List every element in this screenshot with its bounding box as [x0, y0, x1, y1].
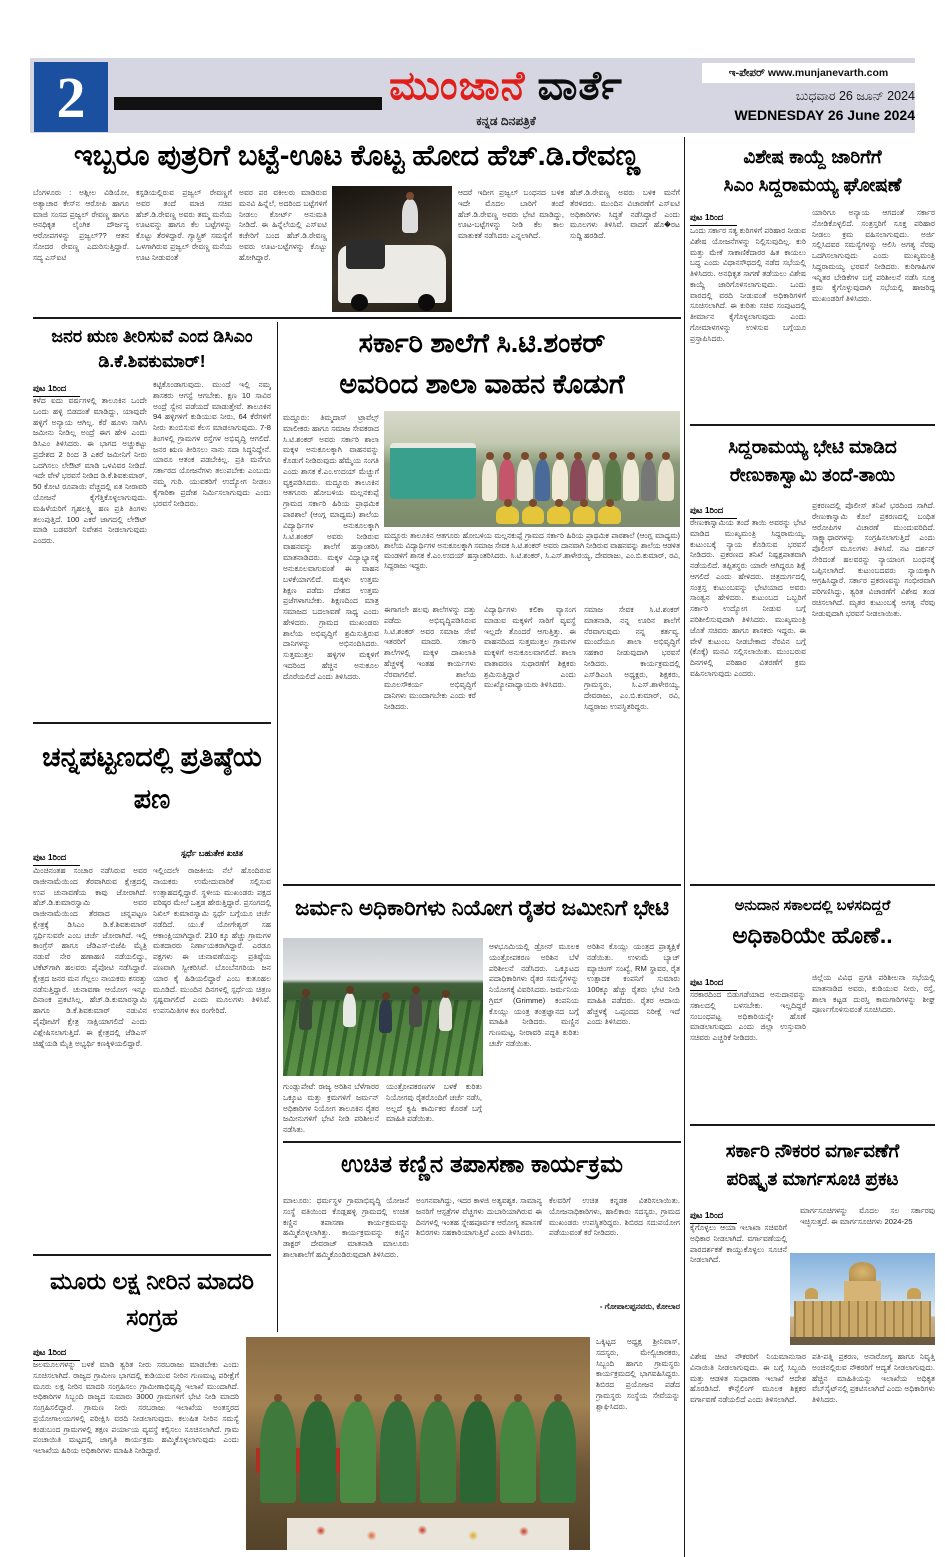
- transfer-photo-vidhana-soudha: [790, 1253, 935, 1345]
- cm-col-2: ಯಾರಿಗೂ ಅನ್ಯಾಯ ಆಗದಂತೆ ಸರ್ಕಾರ ನೋಡಿಕೊಳ್ಳಲಿದೆ. ಸಂತ್ರಸ್ತರಿಗೆ ಸೂಕ್ತ ಪರಿಹಾರ ನೀಡಲು ಕ್ರಮ ವಹಿಸಲಾಗುವುದು. ಅರ್ಜಿ ಸಲ್ಲಿಸಿದವರ ಸಮಸ್ಯೆಗಳನ್ನು ಆಲಿಸಿ ಅಗತ್ಯ ನೆರವು ಒದಗಿಸಲಾಗುವುದು ಎಂದು ಮುಖ್ಯಮಂತ್ರಿ ಸಿದ್ದರಾಮಯ್ಯ ಭರವಸೆ ನೀಡಿದರು. ಕುರಿಗಾಹಿಗಳ ಇನ್ನಿತರ ಬೇಡಿಕೆಗಳ ಬಗ್ಗೆ ಪರಿಶೀಲನೆ ನಡೆಸಿ ಸೂಕ್ತ ಕ್ರಮ ಕೈಗೊಳ್ಳುವುದಾಗಿ ಸಭೆಯಲ್ಲಿ ಹಾಜರಿದ್ದ ಮುಖಂಡರಿಗೆ ತಿಳಿಸಿದರು.: [812, 208, 935, 304]
- channapatna-continued-label: ಪುಟ 1ರಿಂದ: [33, 847, 80, 869]
- official-figure: [343, 993, 356, 1027]
- eyecamp-col-2: ಅಂಗನವಾಗಿದ್ದು, ಇದರ ಕಾಳಜಿ ಅತ್ಯವಶ್ಯಕ. ಸಾಮಾನ್ಯ ಜನರಿಗೆ ಆಸ್ಪತ್ರೆಗಳ ವೆಚ್ಚಗಳು ದುಬಾರಿಯಾಗಿರುವ ಈ ದಿನಗಳಲ್ಲಿ ಇಂತಹ ಸ್ನೇಹಪೂರ್ವಕ ಆರೋಗ್ಯ ತಪಾಸಣೆ ಶಿಬಿರಗಳು ಸಹಕಾರಿಯಾಗುತ್ತಿವೆ ಎಂದು ತಿಳಿಸಿದರು.: [416, 1196, 542, 1238]
- shankar-headline: ಸರ್ಕಾರಿ ಶಾಲೆಗೆ ಸಿ.ಟಿ.ಶಂಕರ್ ಅವರಿಂದ ಶಾಲಾ ವಾಹನ ಕೊಡುಗೆ: [339, 328, 625, 399]
- official-figure: [439, 997, 452, 1031]
- renuka-headline: ಸಿದ್ದರಾಮಯ್ಯ ಭೇಟಿ ಮಾಡಿದ ರೇಣುಕಾಸ್ವಾಮಿ ತಂದೆ-ತಾಯಿ: [728, 436, 897, 485]
- lead-headline: ಇಬ್ಬರೂ ಪುತ್ರರಿಗೆ ಬಟ್ಟೆ-ಊಟ ಕೊಟ್ಟ ಹೋದ ಹೆಚ್.ಡಿ.ರೇವಣ್ಣ: [73, 140, 641, 172]
- water-continued-label: ಪುಟ 1ರಿಂದ: [33, 1342, 80, 1364]
- table-with-items: [287, 1518, 569, 1550]
- eyecamp-col-1: ಮಾಲೂರು: ಧರ್ಮಸ್ಥಳ ಗ್ರಾಮಾಭಿವೃದ್ಧಿ ಯೋಜನೆ ಸಂಸ್ಥೆ ವತಿಯಿಂದ ಕೊಡ್ಲಹಳ್ಳಿ ಗ್ರಾಮದಲ್ಲಿ ಉಚಿತ ಕಣ್ಣಿನ ತಪಾಸಣಾ ಕಾರ್ಯಕ್ರಮವನ್ನು ಹಮ್ಮಿಕೊಳ್ಳಲಾಗಿತ್ತು. ಕಾರ್ಯಕ್ರಮವನ್ನು ಕಣ್ಣಿನ ಡಾಕ್ಟರ್ ದೇವರಾಜ್ ಮಾತನಾಡಿ ಮಾಲೂರು ಶಾಲಾಶಾಲೆಗೆ ಹಮ್ಮಿಕೊಂಡಿರುವುದಾಗಿ ತಿಳಿಸಿದರು.: [283, 1196, 409, 1259]
- shankar-col-3: ವಿದ್ಯಾರ್ಥಿಗಳು ಕಲಿಕಾ ವ್ಯಾಸಂಗ ಮಾಡುವ ಮಕ್ಕಳಿಗೆ ಸಾರಿಗೆ ವ್ಯವಸ್ಥೆ ಇಲ್ಲದೇ ತೊಂದರೆ ಆಗುತ್ತಿತ್ತು. ಈ ವಾಹನದಿಂದ ಸುತ್ತಮುತ್ತಲ ಗ್ರಾಮಗಳ ಮಕ್ಕಳಿಗೆ ಅನುಕೂಲವಾಗಲಿದೆ. ಶಾಲಾ ವಾತಾವರಣ ಸುಧಾರಣೆಗೆ ಶಿಕ್ಷಕರು ಶ್ರಮಿಸುತ್ತಿದ್ದಾರೆ ಎಂದು ಮುಖ್ಯೋಪಾಧ್ಯಾಯರು ತಿಳಿಸಿದರು.: [484, 605, 576, 690]
- dks-headline: ಜನರ ಋಣ ತೀರಿಸುವೆ ಎಂದ ಡಿಸಿಎಂ ಡಿ.ಕೆ.ಶಿವಕುಮಾರ್!: [51, 326, 253, 372]
- shankar-photo-school-vehicle: [384, 411, 680, 527]
- eyecamp-byline: - ಗೋಪಾಲಪ್ಪನವರು, ಕೋಲಾರ: [599, 1302, 680, 1311]
- rule-under-lead: [33, 317, 681, 319]
- eyecamp-headline: ಉಚಿತ ಕಣ್ಣಿನ ತಪಾಸಣಾ ಕಾರ್ಯಕ್ರಮ: [341, 1151, 623, 1178]
- rule: [33, 722, 271, 724]
- date-english: WEDNESDAY 26 June 2024: [734, 107, 915, 123]
- grants-continued-label: ಪುಟ 1ರಿಂದ: [690, 972, 737, 994]
- side-dome-shape: [805, 1288, 818, 1299]
- paper-title-red: ಮುಂಜಾನೆ: [389, 64, 526, 108]
- building-base-shape: [794, 1301, 930, 1338]
- children-figures: [496, 506, 620, 524]
- official-figure: [409, 993, 422, 1027]
- rule: [283, 1141, 681, 1143]
- germany-headline: ಜರ್ಮನಿ ಅಧಿಕಾರಿಗಳು ನಿಯೋಗ ರೈತರ ಜಮೀನಿಗೆ ಭೇಟಿ: [294, 896, 670, 920]
- transfer-side-right: ಮಾರ್ಗಸೂಚಿಗಳನ್ನು ಮೊದಲ ಸಲ ಸರ್ಕಾರವು ಇಚ್ಛಿಸುತ್ತದೆ. ಈ ಮಾರ್ಗಸೂಚಿಗಳು 2024-25: [800, 1206, 935, 1226]
- grants-col-1: ಸರಕಾರದಿಂದ ಬಿಡುಗಡೆಯಾದ ಅನುದಾನವನ್ನು ಸಕಾಲದಲ್ಲಿ ಬಳಸಬೇಕು. ಇಲ್ಲದಿದ್ದರೆ ಸಂಬಂಧಪಟ್ಟ ಅಧಿಕಾರಿಯನ್ನೇ ಹೊಣೆ ಮಾಡಲಾಗುವುದು ಎಂದು ಜಿಲ್ಲಾ ಉಸ್ತುವಾರಿ ಸಚಿವರು ಎಚ್ಚರಿಕೆ ನೀಡಿದರು.: [690, 990, 806, 1043]
- lead-photo-revanna-car: [332, 186, 452, 312]
- shankar-photo-caption: ಮದ್ದೂರು ತಾಲೂಕಿನ ಆತಗೂರು ಹೋಬಳಿಯ ಮಲ್ಲನಕುಪ್ಪೆ ಗ್ರಾಮದ ಸರ್ಕಾರಿ ಹಿರಿಯ ಪ್ರಾಥಮಿಕ ಪಾಠಶಾಲೆ (ಆಂಗ್ಲ ಮಾಧ್ಯಮ) ಶಾಲೆಯ ವಿದ್ಯಾರ್ಥಿಗಳ ಅನುಕೂಲಕ್ಕಾಗಿ ಸಮಾಜ ಸೇವಕ ಸಿ.ಟಿ.ಶಂಕರ್ ಅವರು ದಾನವಾಗಿ ನೀಡಿರುವ ವಾಹನವನ್ನು ಶಾಲೆಯ ಆಡಳಿತ ಮಂಡಳಿಗೆ ಶಾಸಕ ಕೆ.ಎಂ.ಉದಯ್ ಹಸ್ತಾಂತರಿಸಿದರು. ಸಿ.ಟಿ.ಶಂಕರ್, ಸಿ.ಎಸ್.ಶಾಳೇರಯ್ಯ, ದೇವರಾಜು, ಎಂ.ಬಿ.ಕುಮಾರ್, ರವಿ, ಸಿದ್ದರಾಜು ಇದ್ದರು.: [384, 531, 680, 570]
- page-number-box: [34, 62, 108, 132]
- lead-col-2: ಕಸ್ಟಡಿಯಲ್ಲಿರುವ ಪ್ರಜ್ವಲ್ ರೇವಣ್ಣಗೆ ಅವರ ತಂದೆ ಮಾಜಿ ಸಚಿವ ಹೆಚ್.ಡಿ.ರೇವಣ್ಣ ಅವರು ತಮ್ಮ ಮನೆಯ ಊಟವನ್ನು ಹಾಗೂ ಕೆಲ ಬಟ್ಟೆಗಳನ್ನು ಕೊಟ್ಟು ತೆರಳಿದ್ದಾರೆ. ಗ್ಯಾಸ್ಟ್ರಿಕ್ ಸಮಸ್ಯೆಗೆ ಒಳಗಾಗಿರುವ ಪ್ರಜ್ವಲ್ ರೇವಣ್ಣ ಮನೆಯ ಊಟ ನೀಡುವಂತೆ: [136, 188, 232, 262]
- grants-col-2: ಜಿಲ್ಲೆಯ ವಿವಿಧ ಪ್ರಗತಿ ಪರಿಶೀಲನಾ ಸಭೆಯಲ್ಲಿ ಮಾತನಾಡಿದ ಅವರು, ಕುಡಿಯುವ ನೀರು, ರಸ್ತೆ, ಶಾಲಾ ಕಟ್ಟಡ ದುರಸ್ತಿ ಕಾಮಗಾರಿಗಳನ್ನು ಶೀಘ್ರ ಪೂರ್ಣಗೊಳಿಸುವಂತೆ ಸೂಚಿಸಿದರು.: [812, 973, 935, 1015]
- germany-below-col-2: ಯಂತ್ರೋಪಕರಣಗಳ ಬಳಕೆ ಕುರಿತು ನಿಯೋಗವು ರೈತರೊಂದಿಗೆ ಚರ್ಚೆ ನಡೆಸಿ, ಅಲ್ಲದೆ ಕೃಷಿ ಕಾರ್ಮಿಕರ ಕೊರತೆ ಬಗ್ಗೆ ಮಾಹಿತಿ ಪಡೆಯಿತು.: [386, 1082, 482, 1124]
- germany-col-1: ಆಳಭೂಮಿಯಲ್ಲಿ ಡ್ರೋನ್ ಮೂಲಕ ಯಂತ್ರೋಪಕರಣ ಅರಿಶಿನ ಬೆಳೆ ಪರಿಶೀಲನೆ ನಡೆಸಿದರು. ಒಕ್ಕೂಟದ ಪದಾಧಿಕಾರಿಗಳು ರೈತರ ಸಮಸ್ಯೆಗಳನ್ನು ನಿಯೋಗಕ್ಕೆ ವಿವರಿಸಿದರು. ಜರ್ಮನಿಯ ಗ್ರಿಮ್ (Grimme) ಕಂಪನಿಯ ಕೊಯ್ಲು ಯಂತ್ರ ತಂತ್ರಜ್ಞಾನದ ಬಗ್ಗೆ ಮಾಹಿತಿ ನೀಡಿದರು. ಮಣ್ಣಿನ ಗುಣಮಟ್ಟ, ನೀರಾವರಿ ಪದ್ಧತಿ ಕುರಿತು ಚರ್ಚೆ ನಡೆಯಿತು.: [489, 942, 579, 1049]
- germany-photo-field: [283, 938, 483, 1076]
- transfer-col-1: ವಿಶೇಷ ಚೀಟಿ ನೌಕರರಿಗೆ ನಿಯಮಾನುಸಾರ ವಿನಾಯಿತಿ ನೀಡಲಾಗುವುದು. ಈ ಬಗ್ಗೆ ಸಿಬ್ಬಂದಿ ಮತ್ತು ಆಡಳಿತ ಸುಧಾರಣಾ ಇಲಾಖೆ ಆದೇಶ ಹೊರಡಿಸಿದೆ. ಕೌನ್ಸೆಲಿಂಗ್ ಮೂಲಕ ಶಿಕ್ಷಕರ ವರ್ಗಾವಣೆ ನಡೆಯಲಿದೆ ಎಂದು ತಿಳಿಸಲಾಗಿದೆ.: [690, 1352, 806, 1405]
- crowd-figures: [482, 459, 674, 501]
- paper-subtitle: ಕನ್ನಡ ದಿನಪತ್ರಿಕೆ: [476, 114, 536, 128]
- renuka-col-1: ರೇಣುಕಾಸ್ವಾಮಿಯ ತಂದೆ ತಾಯಿ ಅವರನ್ನು ಭೇಟಿ ಮಾಡಿದ ಮುಖ್ಯಮಂತ್ರಿ ಸಿದ್ದರಾಮಯ್ಯ, ಕುಟುಂಬಕ್ಕೆ ನ್ಯಾಯ ಕೊಡಿಸುವ ಭರವಸೆ ನೀಡಿದರು. ಪ್ರಕರಣದ ತನಿಖೆ ನಿಷ್ಪಕ್ಷಪಾತವಾಗಿ ನಡೆಯಲಿದೆ. ತಪ್ಪಿತಸ್ಥರು ಯಾರೇ ಆಗಿದ್ದರೂ ಶಿಕ್ಷೆ ಆಗಲಿದೆ ಎಂದು ಹೇಳಿದರು. ಚಿತ್ರದುರ್ಗದಲ್ಲಿ ಸಂತ್ರಸ್ತ ಕುಟುಂಬವನ್ನು ಭೇಟಿಯಾದ ಅವರು ಸಾಂತ್ವನ ಹೇಳಿದರು. ಕುಟುಂಬದ ಒಬ್ಬರಿಗೆ ಸರ್ಕಾರಿ ಉದ್ಯೋಗ ನೀಡುವ ಬಗ್ಗೆ ಪರಿಶೀಲಿಸುವುದಾಗಿ ತಿಳಿಸಿದರು. ಮುಖ್ಯಮಂತ್ರಿ ಜೊತೆ ಸಚಿವರು ಹಾಗೂ ಶಾಸಕರು ಇದ್ದರು. ಈ ವೇಳೆ ಕುಟುಂಬ ನೀಡಬೇಕಾದ ನೆರವಿನ ಬಗ್ಗೆ (ಕೊಕ್ಕೆ) ಮನವಿ ಸಲ್ಲಿಸಲಾಯಿತು. ಮುಂಬರುವ ದಿನಗಳಲ್ಲಿ ಪರಿಹಾರ ವಿತರಣೆಗೆ ಕ್ರಮ ವಹಿಸಲಾಗುವುದು ಎಂದರು.: [690, 518, 806, 678]
- dks-col-2: ಕಟ್ಟಿಕೊಂಡಾಗುವುದು. ಮುಂದೆ ಇಲ್ಲಿ ನಮ್ಮ ಶಾಸಕರು ಆಗಸ್ಟೆ ಆಗಬೇಕು. ಕ್ಷಣ 10 ಸಾವಿರ ಅಂದ್ರೆ ಸ್ವೇನ ಪಡೆಯದೆ ಮಾಡುತ್ತೇವೆ. ತಾಲೂಕಿನ 94 ಹಳ್ಳಿಗಳಿಗೆ ಕುಡಿಯುವ ನೀರು, 64 ಕೆರೆಗಳಿಗೆ ನೀರು ತುಂಬಿಸುವ ಕೆಲಸ ಮಾಡಲಾಗುವುದು. 7-8 ತಿಂಗಳಲ್ಲಿ ಗ್ರಾಮಗಳ ರಸ್ತೆಗಳ ಅಭಿವೃದ್ಧಿ ಆಗಲಿದೆ. ಜನರ ಋಣ ತೀರಿಸಲು ನಾನು ಸದಾ ಸಿದ್ಧನಿದ್ದೇನೆ. ಯಾರೂ ಆತಂಕ ಪಡಬೇಕಿಲ್ಲ. ಪ್ರತಿ ಮನೆಗೂ ಸರ್ಕಾರದ ಯೋಜನೆಗಳು ತಲುಪಬೇಕು ಎಂಬುದು ನಮ್ಮ ಗುರಿ. ಯುವಕರಿಗೆ ಉದ್ಯೋಗ ನೀಡಲು ಕೈಗಾರಿಕಾ ಪ್ರದೇಶ ನಿರ್ಮಿಸಲಾಗುವುದು ಎಂದು ಭರವಸೆ ನೀಡಿದರು.: [153, 380, 271, 508]
- lead-col-4: ಆದರೆ ಇದೀಗ ಪ್ರಜ್ವಲ್ ಬಂಧನದ ಬಳಿಕ ಇದೇ ಮೊದಲ ಬಾರಿಗೆ ತಂದೆ ಹೆಚ್.ಡಿ.ರೇವಣ್ಣ ಅವರು ಭೇಟಿ ಮಾಡಿದ್ದು, ಊಟ-ಬಟ್ಟೆಗಳನ್ನು ನೀಡಿ ಕೆಲ ಕಾಲ ಮಾತುಕತೆ ನಡೆಸಿದರು ಎನ್ನಲಾಗಿದೆ.: [458, 188, 564, 241]
- cm-col-1: ಒಂದು ಸರ್ಕಾರ ಸತ್ಯ ಕುರಿಗಳಿಗೆ ಪರಿಹಾರ ನೀಡುವ ವಿಶೇಷ ಯೋಜನೆಗಳನ್ನು ನಿಲ್ಲಿಸುವುದಿಲ್ಲ. ಕುರಿ ಮತ್ತು ಮೇಕೆ ಸಾಕಾಣಿಕೆದಾರರ ಹಿತ ಕಾಯಲು ಬದ್ಧ ಎಂದು ವಿಧಾನಸೌಧದಲ್ಲಿ ನಡೆದ ಸಭೆಯಲ್ಲಿ ತಿಳಿಸಿದರು. ಅನಧಿಕೃತ ಸಾಗಣೆ ತಡೆಯಲು ವಿಶೇಷ ಕಾಯ್ದೆ ಜಾರಿಗೊಳಿಸಲಾಗುವುದು. ಒಂದು ವಾರದಲ್ಲಿ ವರದಿ ನೀಡುವಂತೆ ಅಧಿಕಾರಿಗಳಿಗೆ ಸೂಚಿಸಲಾಗಿದೆ. ಈ ಕುರಿತು ಸಚಿವ ಸಂಪುಟದಲ್ಲಿ ತೀರ್ಮಾನ ಕೈಗೊಳ್ಳಲಾಗುವುದು ಎಂದು ಗೋಮಾಳಗಳನ್ನು ಉಳಿಸುವ ಬಗ್ಗೆಯೂ ಪ್ರಸ್ತಾಪಿಸಿದರು.: [690, 226, 806, 343]
- car-wheel-shape: [351, 294, 368, 311]
- renuka-continued-label: ಪುಟ 1ರಿಂದ: [690, 500, 737, 522]
- transfer-col-2: ಪತಿ-ಪತ್ನಿ ಪ್ರಕರಣ, ಅನಾರೋಗ್ಯ ಹಾಗೂ ನಿವೃತ್ತಿ ಅಂಚಿನಲ್ಲಿರುವ ನೌಕರರಿಗೆ ಆದ್ಯತೆ ನೀಡಲಾಗುವುದು. ಹೆಚ್ಚಿನ ಮಾಹಿತಿಯನ್ನು ಇಲಾಖೆಯ ಅಧಿಕೃತ ವೆಬ್‌ಸೈಟ್‌ನಲ್ಲಿ ಪ್ರಕಟಿಸಲಾಗಿದೆ ಎಂದು ಅಧಿಕಾರಿಗಳು ತಿಳಿಸಿದರು.: [812, 1352, 935, 1405]
- shankar-col-4: ಸಮಾಜ ಸೇವಕ ಸಿ.ಟಿ.ಶಂಕರ್ ಮಾತನಾಡಿ, ನನ್ನ ಊರಿನ ಶಾಲೆಗೆ ನೆರವಾಗುವುದು ನನ್ನ ಕರ್ತವ್ಯ. ಮುಂದೆಯೂ ಶಾಲಾ ಅಭಿವೃದ್ಧಿಗೆ ಸಹಕಾರ ನೀಡುವುದಾಗಿ ಭರವಸೆ ನೀಡಿದರು. ಕಾರ್ಯಕ್ರಮದಲ್ಲಿ ಎಸ್‌ಡಿಎಂಸಿ ಅಧ್ಯಕ್ಷರು, ಶಿಕ್ಷಕರು, ಗ್ರಾಮಸ್ಥರು, ಸಿ.ಎಸ್.ಶಾಳೇರಯ್ಯ, ದೇವರಾಜು, ಎಂ.ಬಿ.ಕುಮಾರ್, ರವಿ, ಸಿದ್ದರಾಜು ಉಪಸ್ಥಿತರಿದ್ದರು.: [584, 605, 680, 712]
- lead-col-1: ಬೆಂಗಳೂರು : ಅಶ್ಲೀಲ ವಿಡಿಯೋ, ಅತ್ಯಾಚಾರ ಕೇಸ್‌ನ ಆರೋಪಿ ಹಾಗೂ ಮಾಜಿ ಸಂಸದ ಪ್ರಜ್ವಲ್ ರೇವಣ್ಣ ಹಾಗೂ ಅನಧಿಕೃತ ಲೈಂಗಿಕ ದೌರ್ಜನ್ಯ ಆರೋಪಗಳನ್ನು ಪ್ರಜ್ವಲ್?? ಆತನ ಸೋದರ ರೇವಣ್ಣ ಎದುರಿಸುತ್ತಿದ್ದಾರೆ. ಸದ್ಯ ಎಸ್‌ಐಟಿ: [33, 188, 129, 262]
- rule: [690, 424, 935, 426]
- eyecamp-side-col: ಒಕ್ಕಿಟ್ಟದ ಅಧ್ಯಕ್ಷ ಶ್ರೀನಿವಾಸ್, ಸದಸ್ಯರು, ಮೇಲ್ವಿಚಾರಕರು, ಸಿಬ್ಬಂದಿ ಹಾಗೂ ಗ್ರಾಮಸ್ಥರು ಕಾರ್ಯಕ್ರಮದಲ್ಲಿ ಭಾಗವಹಿಸಿದ್ದರು. ಶಿಬಿರದ ಪ್ರಯೋಜನ ಪಡೆದ ಗ್ರಾಮಸ್ಥರು ಸಂಸ್ಥೆಯ ಸೇವೆಯನ್ನು ಶ್ಲಾಘಿಸಿದರು.: [596, 1337, 680, 1411]
- paper-title-black: ವಾರ್ತೆ: [525, 64, 623, 108]
- farmer-figure: [299, 996, 312, 1030]
- dks-continued-label: ಪುಟ 1ರಿಂದ: [33, 378, 80, 400]
- transfer-headline: ಸರ್ಕಾರಿ ನೌಕರರ ವರ್ಗಾವಣೆಗೆ ಪರಿಷ್ಕೃತ ಮಾರ್ಗಸೂಚಿ ಪ್ರಕಟ: [725, 1140, 900, 1189]
- channapatna-sublabel: ಸ್ಪರ್ಧೆ ಬಹುತೇಕ ಖಚಿತ: [181, 848, 243, 858]
- transfer-side-left: ಕೈಗೊಳ್ಳಲು ಆಯಾ ಇಲಾಖಾ ಸಚಿವರಿಗೆ ಅಧಿಕಾರ ನೀಡಲಾಗಿದೆ. ವರ್ಗಾವಣೆಯಲ್ಲಿ ಪಾರದರ್ಶಕತೆ ಕಾಯ್ದುಕೊಳ್ಳಲು ಸೂಚನೆ ನೀಡಲಾಗಿದೆ.: [690, 1223, 787, 1265]
- germany-below-col-1: ಗುಂಡ್ಲುಪೇಟೆ: ರಾಜ್ಯ ಅರಿಶಿನ ಬೆಳೆಗಾರರ ಒಕ್ಕೂಟ ಮತ್ತು ಕ್ರಮಗಳಿಗೆ ಜರ್ಮನ್ ಅಧಿಕಾರಿಗಳ ನಿಯೋಗ ತಾಲೂಕಿನ ರೈತರ ಜಮೀನುಗಳಿಗೆ ಭೇಟಿ ನೀಡಿ ಪರಿಶೀಲನೆ ನಡೆಸಿತು.: [283, 1082, 379, 1135]
- divider-right-column: [684, 137, 685, 1557]
- eyecamp-photo-event: [246, 1337, 590, 1550]
- renuka-col-2: ಪ್ರಕರಣದಲ್ಲಿ ಪೊಲೀಸ್ ತನಿಖೆ ಭರದಿಂದ ಸಾಗಿದೆ. ರೇಣುಕಾಸ್ವಾಮಿ ಕೊಲೆ ಪ್ರಕರಣದಲ್ಲಿ ಬಂಧಿತ ಆರೋಪಿಗಳ ವಿಚಾರಣೆ ಮುಂದುವರಿದಿದೆ. ಸಾಕ್ಷ್ಯಾಧಾರಗಳನ್ನು ಸಂಗ್ರಹಿಸಲಾಗುತ್ತಿದೆ ಎಂದು ಪೊಲೀಸ್ ಮೂಲಗಳು ತಿಳಿಸಿವೆ. ನಟ ದರ್ಶನ್ ಸೇರಿದಂತೆ ಹಲವರನ್ನು ನ್ಯಾಯಾಂಗ ಬಂಧನಕ್ಕೆ ಒಪ್ಪಿಸಲಾಗಿದೆ. ಕುಟುಂಬದವರು ನ್ಯಾಯಕ್ಕಾಗಿ ಆಗ್ರಹಿಸಿದ್ದಾರೆ. ಸರ್ಕಾರ ಪ್ರಕರಣವನ್ನು ಗಂಭೀರವಾಗಿ ಪರಿಗಣಿಸಿದ್ದು, ತ್ವರಿತ ವಿಚಾರಣೆಗೆ ವಿಶೇಷ ತಂಡ ರಚಿಸಲಾಗಿದೆ. ಮೃತರ ಕುಟುಂಬಕ್ಕೆ ಅಗತ್ಯ ನೆರವು ನೀಡುವುದಾಗಿ ಭರವಸೆ ನೀಡಲಾಯಿತು.: [812, 501, 935, 618]
- dks-col-1: ಕಳೆದ ಐದು ವರ್ಷಗಳಲ್ಲಿ ತಾಲೂಕಿನ ಒಂದೇ ಒಂದು ಹಳ್ಳಿ ಬಿಡದಂತೆ ಮಾಡಿದ್ದು, ಯಾವುದೇ ಹಳ್ಳಿಗೆ ಅನ್ಯಾಯ ಆಗಿಲ್ಲ. ಕೆರೆ ಹೂಳು ಸಾಗಿಸಿ ಜಮೀನು ನೀಡಿಲ್ಲ ಅಂದ್ರೆ ಈಗ ಹೇಳಿ ಎಂದು ಡಿಸಿಎಂ ತಿಳಿಸಿದರು. ಈ ಭಾಗದ ಅಚ್ಚುಕಟ್ಟು ಪ್ರದೇಶದ 2 ರಿಂದ 3 ಎಕರೆ ಜಮೀನಿಗೆ ನೀರು ಒದಗಿಸಲು ಲೇಔಟ್ ಮಾಡಿ ಒಳವಿವರ ನೀಡಿದೆ. ಇದೇ ವೇಳೆ ಭರವಸೆ ನೀಡಿದ ಡಿ.ಕೆ.ಶಿವಕುಮಾರ್, 50 ಕೋಟಿ ರೂಪಾಯಿ ವೆಚ್ಚದಲ್ಲಿ ಏತ ನೀರಾವರಿ ಯೋಜನೆ ಕೈಗೆತ್ತಿಕೊಳ್ಳಲಾಗುವುದು. ಮಹಿಳೆಯರಿಗೆ ಗೃಹಲಕ್ಷ್ಮಿ ಹಣ ಪ್ರತಿ ತಿಂಗಳು ತಲುಪುತ್ತಿದೆ. 100 ಎಕರೆ ಜಾಗದಲ್ಲಿ ಲೇಔಟ್ ಮಾಡಿ ಬಡವರಿಗೆ ನಿವೇಶನ ನೀಡಲಾಗುವುದು ಎಂದರು.: [33, 396, 147, 546]
- lead-col-3: ಅವರ ಪರ ವಕೀಲರು ಮಾಡಿರುವ ಮನವಿ ಹಿನ್ನೆಲೆ, ಅದರಿಂದ ಬಟ್ಟೆಗಳಿಗೆ ನೀಡಲು ಕೋರ್ಟ್ ಅನುಮತಿ ನೀಡಿದೆ. ಈ ಹಿನ್ನೆಲೆಯಲ್ಲಿ ಎಸ್‌ಐಟಿ ಕಚೇರಿಗೆ ಬಂದ ಹೆಚ್.ಡಿ.ರೇವಣ್ಣ ಅವರು ಊಟ-ಬಟ್ಟೆಗಳನ್ನು ಕೊಟ್ಟು ಹೋಗಿದ್ದಾರೆ.: [239, 188, 327, 262]
- channapatna-headline: ಚನ್ನಪಟ್ಟಣದಲ್ಲಿ ಪ್ರತಿಷ್ಠೆಯ ಪಣ: [42, 742, 262, 814]
- divider-left-column: [277, 322, 278, 1332]
- water-headline: ಮೂರು ಲಕ್ಷ ನೀರಿನ ಮಾದರಿ ಸಂಗ್ರಹ: [50, 1268, 254, 1330]
- car-wheel-shape: [418, 294, 435, 311]
- channapatna-col-1: ಮಿಂಚಿನಂತಹ ಸಂಚಾರ ನಡೆಸಿರುವ ಅವರ ರಾಜೀನಾಮೆಯಿಂದ ತೆರವಾಗಿರುವ ಕ್ಷೇತ್ರದಲ್ಲಿ ಉಪ ಚುನಾವಣೆಯ ಕಾವು ಜೋರಾಗಿದೆ. ಹೆಚ್.ಡಿ.ಕುಮಾರಸ್ವಾಮಿ ಅವರ ರಾಜೀನಾಮೆಯಿಂದ ತೆರವಾದ ಚನ್ನಪಟ್ಟಣ ಕ್ಷೇತ್ರಕ್ಕೆ ಡಿಸಿಎಂ ಡಿ.ಕೆ.ಶಿವಕುಮಾರ್ ಸ್ಪರ್ಧಿಸುವರೇ ಎಂಬ ಚರ್ಚೆ ಜೋರಾಗಿದೆ. ಇಲ್ಲಿ ಕಾಂಗ್ರೆಸ್ ಹಾಗೂ ಜೆಡಿಎಸ್-ಬಿಜೆಪಿ ಮೈತ್ರಿ ನಡುವೆ ನೇರ ಹಣಾಹಣಿ ನಡೆಯಲಿದ್ದು, ಟಿಕೆಟ್‌ಗಾಗಿ ಹಲವರು ಪೈಪೋಟಿ ನಡೆಸಿದ್ದಾರೆ. ಕ್ಷೇತ್ರದ ಜನರ ಮನ ಗೆಲ್ಲಲು ನಾಯಕರು ಕಸರತ್ತು ನಡೆಸುತ್ತಿದ್ದಾರೆ. ಚುನಾವಣಾ ಆಯೋಗ ಇನ್ನೂ ದಿನಾಂಕ ಪ್ರಕಟಿಸಿಲ್ಲ. ಹೆಚ್.ಡಿ.ಕುಮಾರಸ್ವಾಮಿ ಹಾಗೂ ಡಿ.ಕೆ.ಶಿವಕುಮಾರ್ ನಡುವಿನ ಪೈಪೋಟಿಗೆ ಕ್ಷೇತ್ರ ಸಾಕ್ಷಿಯಾಗಲಿದೆ ಎಂದು ವಿಶ್ಲೇಷಿಸಲಾಗುತ್ತಿದೆ. ಈ ಕ್ಷೇತ್ರದಲ್ಲಿ ಜೆಡಿಎಸ್ ಚಿಹ್ನೆಯಡಿ ಮೈತ್ರಿ ಅಭ್ಯರ್ಥಿ ಕಣಕ್ಕಿಳಿಯಲಿದ್ದಾರೆ.: [33, 866, 147, 1048]
- shankar-col-1: ಮದ್ದೂರು: ತಿಮ್ಮದಾಸ್ ಟ್ರಾವೆಲ್ಸ್ ಮಾಲೀಕರು ಹಾಗೂ ಸಮಾಜ ಸೇವಕರಾದ ಸಿ.ಟಿ.ಶಂಕರ್ ಅವರು ಸರ್ಕಾರಿ ಶಾಲಾ ಮಕ್ಕಳ ಅನುಕೂಲಕ್ಕಾಗಿ ವಾಹನವನ್ನು ಕೊಡುಗೆ ನೀಡಿರುವುದು ಹೆಮ್ಮೆಯ ಸಂಗತಿ ಎಂದು ಶಾಸಕ ಕೆ.ಎಂ.ಉದಯ್ ಮೆಚ್ಚುಗೆ ವ್ಯಕ್ತಪಡಿಸಿದರು. ಮದ್ದೂರು ತಾಲೂಕಿನ ಆತಗೂರು ಹೋಬಳಿಯ ಮಲ್ಲನಕುಪ್ಪೆ ಗ್ರಾಮದ ಸರ್ಕಾರಿ ಹಿರಿಯ ಪ್ರಾಥಮಿಕ ಪಾಠಶಾಲೆ (ಆಂಗ್ಲ ಮಾಧ್ಯಮ) ಶಾಲೆಯ ವಿದ್ಯಾರ್ಥಿಗಳ ಅನುಕೂಲಕ್ಕಾಗಿ ಸಿ.ಟಿ.ಶಂಕರ್ ಅವರು ನೀಡಿರುವ ವಾಹನವನ್ನು ಶಾಲೆಗೆ ಹಸ್ತಾಂತರಿಸಿ ಮಾತನಾಡಿದರು. ಮಕ್ಕಳ ವಿದ್ಯಾಭ್ಯಾಸಕ್ಕೆ ಅನುಕೂಲವಾಗುವಂತೆ ಈ ವಾಹನ ಬಳಕೆಯಾಗಲಿದೆ. ಮಕ್ಕಳು ಉತ್ತಮ ಶಿಕ್ಷಣ ಪಡೆದು ದೇಶದ ಉತ್ತಮ ಪ್ರಜೆಗಳಾಗಬೇಕು. ಶಿಕ್ಷಣದಿಂದ ಮಾತ್ರ ಸಮಾಜದ ಬದಲಾವಣೆ ಸಾಧ್ಯ ಎಂದು ಹೇಳಿದರು. ಗ್ರಾಮದ ಮುಖಂಡರು ಶಾಲೆಯ ಅಭಿವೃದ್ಧಿಗೆ ಶ್ರಮಿಸುತ್ತಿರುವ ದಾನಿಗಳನ್ನು ಅಭಿನಂದಿಸಿದರು. ಸುತ್ತಮುತ್ತಲ ಹಳ್ಳಿಗಳ ಮಕ್ಕಳಿಗೆ ಇದರಿಂದ ಹೆಚ್ಚಿನ ಅನುಕೂಲ ದೊರೆಯಲಿದೆ ಎಂದು ತಿಳಿಸಿದರು.: [283, 413, 379, 681]
- women-figures: [260, 1392, 577, 1503]
- masthead: [30, 58, 915, 133]
- rule: [690, 1124, 935, 1126]
- transfer-continued-label: ಪುಟ 1ರಿಂದ: [690, 1205, 737, 1227]
- rule: [33, 1254, 271, 1256]
- person-figure: [402, 199, 418, 233]
- steps-shape: [790, 1337, 935, 1345]
- water-body: ಜಲಮೂಲಗಳನ್ನು ಬಳಕೆ ಮಾಡಿ ತ್ವರಿತ ನೀರು ಸರಬರಾಜು ಮಾಡಬೇಕು ಎಂದು ಸೂಚಿಸಲಾಗಿದೆ. ರಾಜ್ಯದ ಗ್ರಾಮೀಣ ಭಾಗದಲ್ಲಿ ಕುಡಿಯುವ ನೀರಿನ ಗುಣಮಟ್ಟ ಪರೀಕ್ಷೆಗೆ ಮೂರು ಲಕ್ಷ ನೀರಿನ ಮಾದರಿ ಸಂಗ್ರಹಿಸಲು ಗ್ರಾಮೀಣಾಭಿವೃದ್ಧಿ ಇಲಾಖೆ ಮುಂದಾಗಿದೆ. ಅಧಿಕಾರಿಗಳ ಸಿಬ್ಬಂದಿ ರಾಜ್ಯದ ಸುಮಾರು 3000 ಗ್ರಾಮಗಳಿಗೆ ಭೇಟಿ ನೀಡಿ ಮಾದರಿ ಸಂಗ್ರಹಿಸಲಿದ್ದಾರೆ. ಗ್ರಾಮಣ ನೀರು ಸರಬರಾಜು ಇಲಾಖೆಯ ಅಂತಸ್ತರದ ಪ್ರಯೋಗಾಲಯಗಳಲ್ಲಿ ಪರೀಕ್ಷಿಸಿ ವರದಿ ನೀಡಲಾಗುವುದು. ಕಲುಷಿತ ನೀರಿನ ಸಮಸ್ಯೆ ಕಂಡುಬಂದ ಗ್ರಾಮಗಳಲ್ಲಿ ತಕ್ಷಣ ಪರ್ಯಾಯ ವ್ಯವಸ್ಥೆ ಕಲ್ಪಿಸಲು ಸೂಚಿಸಲಾಗಿದೆ. ಗ್ರಾಮ ಪಂಚಾಯಿತಿ ಮಟ್ಟದಲ್ಲಿ ಜಾಗೃತಿ ಕಾರ್ಯಕ್ರಮ ಹಮ್ಮಿಕೊಳ್ಳಲಾಗುವುದು ಎಂದು ಇಲಾಖೆಯ ಹಿರಿಯ ಅಧಿಕಾರಿಗಳು ಮಾಹಿತಿ ನೀಡಿದ್ದಾರೆ.: [33, 1360, 239, 1456]
- lead-col-5: ಹೆಚ್.ಡಿ.ರೇವಣ್ಣ ಅವರು ಬಳಿಕ ಮನೆಗೆ ತೆರಳಿದರು. ಮುಂದಿನ ವಿಚಾರಣೆಗೆ ಎಸ್‌ಐಟಿ ಅಧಿಕಾರಿಗಳು ಸಿದ್ಧತೆ ನಡೆಸಿದ್ದಾರೆ ಎಂದು ಮೂಲಗಳು ತಿಳಿಸಿವೆ. ವಾದಗೆ ಹೊ�ರಟ ಸುದ್ದಿ ಹರಡಿದೆ.: [570, 188, 680, 241]
- eyecamp-col-3: ಕೆಲವರಿಗೆ ಉಚಿತ ಕನ್ನಡಕ ವಿತರಿಸಲಾಯಿತು. ಯೋಜನಾಧಿಕಾರಿಗಳು, ಹಾಲಿಕಾರು ಸದಸ್ಯರು, ಗ್ರಾಮದ ಮುಖಂಡರು ಉಪಸ್ಥಿತರಿದ್ದರು. ಶಿಬಿರದ ಸದುಪಯೋಗ ಪಡೆಯುವಂತೆ ಕರೆ ನೀಡಿದರು.: [549, 1196, 680, 1238]
- cm-continued-label: ಪುಟ 1ರಿಂದ: [690, 207, 737, 229]
- official-figure: [379, 999, 392, 1033]
- car-window-shape: [346, 239, 384, 269]
- rule: [690, 884, 935, 886]
- paper-title: [336, 64, 676, 108]
- epaper-url[interactable]: ಇ-ಪೇಪರ್ www.munjanevarth.com: [702, 63, 915, 83]
- side-dome-shape: [907, 1288, 920, 1299]
- grants-headline: ಅನುದಾನ ಸಕಾಲದಲ್ಲಿ ಬಳಸದಿದ್ದರೆ ಅಧಿಕಾರಿಯೇ ಹೊಣೆ..: [732, 898, 893, 948]
- page-number: 2: [56, 64, 86, 130]
- cm-headline: ವಿಶೇಷ ಕಾಯ್ದೆ ಜಾರಿಗೆಗೆ ಸಿಎಂ ಸಿದ್ದರಾಮಯ್ಯ ಘೋಷಣೆ: [723, 146, 902, 195]
- dome-shape: [849, 1262, 875, 1282]
- shankar-col-2: ಈಗಾಗಲೇ ಹಲವು ಶಾಲೆಗಳನ್ನು ದತ್ತು ಪಡೆದು ಅಭಿವೃದ್ಧಿಪಡಿಸಿರುವ ಸಿ.ಟಿ.ಶಂಕರ್ ಅವರ ಸಮಾಜ ಸೇವೆ ಇತರರಿಗೆ ಮಾದರಿ. ಸರ್ಕಾರಿ ಶಾಲೆಗಳಲ್ಲಿ ಮಕ್ಕಳ ದಾಖಲಾತಿ ಹೆಚ್ಚಳಕ್ಕೆ ಇಂತಹ ಕಾರ್ಯಗಳು ನೆರವಾಗಲಿವೆ. ಶಾಲೆಯ ಮೂಲಸೌಕರ್ಯ ಅಭಿವೃದ್ಧಿಗೆ ದಾನಿಗಳು ಮುಂದಾಗಬೇಕು ಎಂದು ಕರೆ ನೀಡಿದರು.: [384, 605, 476, 712]
- channapatna-col-2: ಇಲ್ಲಿಂದಲೇ ರಾಜಕೀಯ ನೆಲೆ ಹೊಂದಿರುವ ನಾಯಕರು ಉಮೇದುವಾರಿಕೆ ಸಲ್ಲಿಸುವ ಉತ್ಸಾಹದಲ್ಲಿದ್ದಾರೆ. ಸ್ಥಳೀಯ ಮುಖಂಡರು ಪಕ್ಷದ ವರಿಷ್ಠರ ಮೇಲೆ ಒತ್ತಡ ಹೇರುತ್ತಿದ್ದಾರೆ. ಪ್ರಸಂಗದಲ್ಲಿ ನಿಖಿಲ್ ಕುಮಾರಸ್ವಾಮಿ ಸ್ಪರ್ಧೆ ಬಗ್ಗೆಯೂ ಚರ್ಚೆ ನಡೆದಿದೆ. ಯು.ಕೆ ಯೋಗೇಶ್ವರ್ ಸಹ ಆಕಾಂಕ್ಷಿಯಾಗಿದ್ದಾರೆ. 210 ಕ್ಕೂ ಹೆಚ್ಚು ಗ್ರಾಮಗಳ ಮತದಾರರು ನಿರ್ಣಾಯಕರಾಗಿದ್ದಾರೆ. ಎರಡೂ ಪಕ್ಷಗಳು ಈ ಚುನಾವಣೆಯನ್ನು ಪ್ರತಿಷ್ಠೆಯ ಪಣವಾಗಿ ಸ್ವೀಕರಿಸಿವೆ. ಬೊಂಬೆನಗರಿಯ ಜನ ಯಾರ ಕೈ ಹಿಡಿಯಲಿದ್ದಾರೆ ಎಂಬ ಕುತೂಹಲ ಮೂಡಿದೆ. ಮುಂದಿನ ದಿನಗಳಲ್ಲಿ ಸ್ಪರ್ಧೆಯ ಚಿತ್ರಣ ಸ್ಪಷ್ಟವಾಗಲಿದೆ ಎಂದು ಮೂಲಗಳು ತಿಳಿಸಿವೆ. ಉಪಸಮಿತಿಗಳ ಕಣ ರಂಗೇರಿದೆ.: [153, 866, 271, 1016]
- rule: [283, 884, 681, 886]
- date-kannada: ಬುಧವಾರ 26 ಜೂನ್ 2024: [795, 89, 915, 103]
- school-van-shape: [390, 443, 476, 499]
- germany-col-2: ಅರಿಶಿನ ಕೊಯ್ಲು ಯಂತ್ರದ ಪ್ರಾತ್ಯಕ್ಷಿಕೆ ನಡೆಯಿತು. ಉಳುಮೆ ಬ್ಯಾಚ್ ಮ್ಯಾಚಿಂಗ್ ಸಂಖ್ಯೆ, RM ಸ್ಥಾವರ, ರೈತ ಉತ್ಪಾದಕ ಕಂಪನಿಗೆ ಸುಮಾರು 100ಕ್ಕೂ ಹೆಚ್ಚು ರೈತರು ಭೇಟಿ ನೀಡಿ ಮಾಹಿತಿ ಪಡೆದರು. ರೈತರ ಆದಾಯ ಹೆಚ್ಚಳಕ್ಕೆ ಒಪ್ಪಂದದ ನಿರೀಕ್ಷೆ ಇದೆ ಎಂದು ತಿಳಿಸಿದರು.: [587, 942, 680, 1027]
